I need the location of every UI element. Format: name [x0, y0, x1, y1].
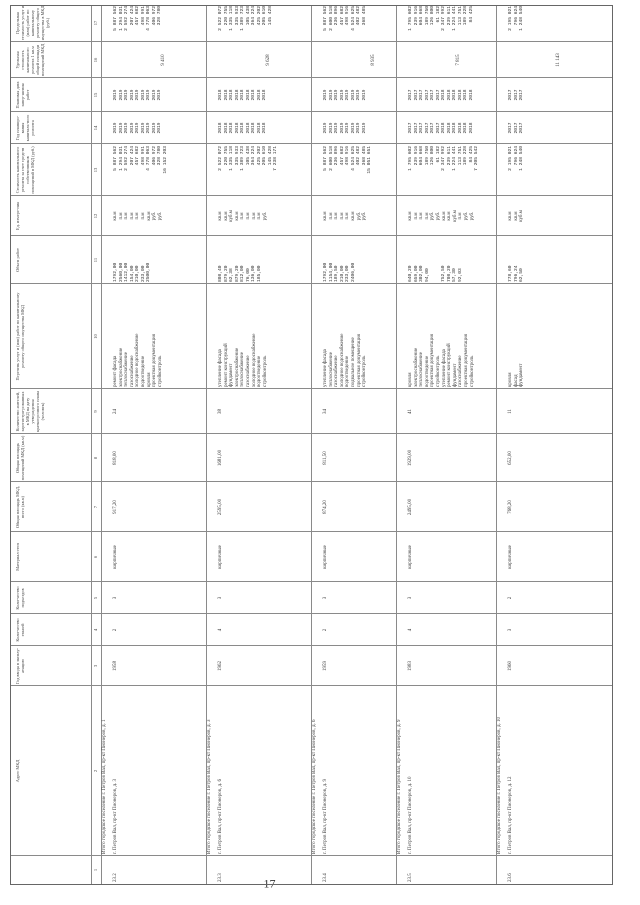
column-number: 14 — [93, 125, 98, 131]
sums-list: 1 795 602 239 916 604 668 189 750 126 800 61 182 2 347 992 239 611 1 224 441 113 751 189 228 84 425 7 205 542 — [408, 146, 479, 171]
residents-cell: 11 — [508, 409, 513, 414]
floors-cell: 2 — [113, 628, 118, 632]
works-list: ремонт фасада электроснабжение теплоснабжение газоснабжение холодное водоснабжение водоотведение кровля проектная документация стройконтроль — [113, 333, 163, 387]
row-number: 23.4 — [323, 873, 328, 882]
limits-list: 5 887 562 2 600 518 236 896 457 682 498 916 4 524 625 402 482 368 485 — [323, 6, 367, 31]
walls-cell: кирпичные — [113, 545, 118, 569]
row-divider — [396, 6, 397, 884]
area-premises-cell: 652,00 — [508, 451, 513, 465]
header-c2: Адрес МКД — [15, 759, 20, 783]
row-number: 23.6 — [508, 873, 513, 882]
plan-years-list: 2018 2018 2018 2018 2018 2018 2018 2018 2018 — [218, 122, 267, 134]
header-c17: Предельная стоимость услуг и (или) работ по капитальному ремонту общего имущества в МКД (руб.) — [15, 4, 50, 41]
residents-cell: 24 — [113, 409, 118, 414]
header-c15: Плановая дата завер-шения работ — [15, 80, 30, 109]
header-divider — [91, 6, 92, 884]
entrances-cell: 2 — [508, 596, 513, 600]
column-number: 15 — [93, 92, 98, 98]
column-number: 7 — [93, 505, 98, 509]
works-list: утепление фасада теплоснабжение газоснабжение холодное водоснабжение водоотведение подвальное помещение проектная документация стройконтроль — [323, 333, 368, 387]
walls-cell: кирпичные — [218, 545, 223, 569]
header-c7: Общая площадь МКД, всего (кв.м) — [15, 484, 25, 529]
row-divider — [311, 6, 312, 884]
area-premises-cell: 1929,00 — [408, 449, 413, 467]
floors-cell: 2 — [323, 628, 328, 632]
header-c11: Объем работ — [15, 248, 20, 272]
header-c3: Год ввода в эксплу-атацию — [15, 647, 25, 685]
plan-years-list: 2017 2017 2017 — [508, 122, 524, 134]
sums-list: 5 887 562 2 600 518 236 896 457 682 498 916 4 524 625 402 482 368 485 15 051 651 — [323, 146, 372, 174]
entrances-cell: 3 — [408, 596, 413, 600]
column-number: 13 — [93, 167, 98, 173]
plan-years-list: 2019 2019 2019 2019 2019 2019 2019 2019 2019 — [113, 122, 162, 134]
area-premises-cell: 1681,00 — [218, 449, 223, 467]
year-cell: 1958 — [113, 661, 118, 671]
units-list: кв.м кв.м куб.м — [508, 210, 525, 222]
column-number: 1 — [93, 868, 98, 872]
limits-list: 5 887 562 1 294 031 2 592 274 207 424 457 682 498 991 4 778 063 406 972 328 780 — [113, 6, 162, 31]
page-number: 17 — [263, 876, 276, 891]
row-divider — [496, 6, 497, 884]
sums-list: 5 887 562 1 294 031 2 592 274 207 424 457 682 498 991 4 778 063 406 972 328 780 16 152 203 — [113, 146, 168, 174]
column-number: 12 — [93, 213, 98, 219]
header-c13: Стоимость капитального ремонта за счет средств собственников помещений в МКД (руб.) — [15, 145, 35, 194]
end-years-list: 2019 2019 2019 2019 2019 2019 2019 2019 2019 — [113, 89, 162, 101]
capital-repair-table — [10, 5, 613, 885]
column-number: 11 — [93, 257, 98, 263]
header-c14: Год планиро-вания капиталь-ного ремонта — [15, 113, 35, 142]
sums-list: 2 522 072 220 755 1 335 118 335 933 1 389 723 105 438 364 224 425 202 205 610 145 428 7 238 171 — [218, 146, 278, 171]
works-list: утепление фасада ремонт конструкций фундамент электроснабжение теплоснабжение газоснабжение холодное водоснабжение водоотведение стройконтроль — [218, 333, 268, 387]
limits-list: 2 522 072 220 755 1 335 118 335 933 1 389 723 105 438 364 224 425 202 205 610 145 428 — [218, 6, 273, 31]
column-number: 9 — [93, 410, 98, 413]
plan-years-list: 2017 2017 2017 2017 2017 2017 2018 2018 2018 2018 2018 2018 — [408, 122, 474, 134]
residents-cell: 41 — [408, 409, 413, 414]
header-c8: Общая площадь помещений МКД (кв.м) — [15, 435, 25, 481]
header-c5: Коли-чество подъездов — [15, 585, 25, 610]
entrances-cell: 3 — [218, 596, 223, 600]
address-cell: г. Петров Вал, пр-кт Пионеров, д. 12 — [508, 776, 513, 854]
subtotal-label: Итого городское поселение г. Петров Вал, пр-кт Пионеров, д. 10 — [497, 717, 502, 854]
address-cell: г. Петров Вал, пр-кт Пионеров, д. 3 — [113, 779, 118, 854]
unit-cost-cell: 9 628 — [266, 54, 271, 66]
row-divider — [206, 6, 207, 884]
walls-cell: кирпичные — [508, 545, 513, 569]
column-number: 3 — [93, 664, 98, 668]
header-c1 — [15, 857, 89, 883]
volumes-list: 640,20 659,00 302,00 94,00 752,50 708,20 57,30 92,03 — [408, 265, 463, 282]
header-c10: Перечень услуг и (или) работ по капитальному ремонту общего имущества МКД — [15, 291, 25, 381]
area-premises-cell: 818,00 — [113, 451, 118, 465]
end-years-list: 2017 2017 2017 — [508, 89, 524, 101]
column-number: 16 — [93, 57, 98, 63]
header-c4: Коли-чество этажей — [15, 617, 25, 642]
year-cell: 1962 — [218, 661, 223, 671]
header-c12: Ед. измере-ния — [15, 201, 20, 231]
column-number: 4 — [93, 628, 98, 632]
units-list: кв.м п.м п.м п.м руб. руб. кв.м кв.м куб.м п.м руб. руб. — [408, 210, 475, 222]
units-list: кв.м п.м п.м п.м п.м кв.м руб. руб. — [323, 211, 368, 221]
end-years-list: 2017 2017 2017 2017 2017 2017 2018 2018 2018 2018 2018 2018 — [408, 89, 474, 101]
column-number: 8 — [93, 456, 98, 460]
address-cell: г. Петров Вал, пр-кт Пионеров, д. 10 — [408, 776, 413, 854]
subtotal-label: Итого городское поселение г. Петров Вал, пр-кт Пионеров, д. 9 — [397, 719, 402, 854]
unit-cost-cell: 8 935 — [371, 54, 376, 66]
unit-cost-cell: 7 815 — [456, 54, 461, 66]
sums-list: 2 195 021 796 624 1 248 540 — [508, 146, 524, 171]
limits-list: 1 795 602 239 916 604 668 189 750 126 800 61 182 2 347 992 239 611 1 224 441 113 751 189 228 84 425 — [408, 6, 474, 31]
entrances-cell: 3 — [323, 596, 328, 600]
works-list: кровля фасад фундамент — [508, 363, 525, 387]
floors-cell: 4 — [218, 628, 223, 632]
volumes-list: 1792,00 1154,00 189,50 210,00 233,00 2406,00 — [323, 262, 356, 282]
year-cell: 1959 — [323, 661, 328, 671]
row-number: 23.3 — [218, 873, 223, 882]
subtotal-label: Итого городское поселение г. Петров Вал, пр-кт Пионеров, д. 6 — [312, 719, 317, 854]
volumes-list: 1792,00 2560,00 1412,00 154,00 210,00 233,00 2500,00 — [113, 262, 151, 282]
volumes-list: 778,60 796,24 62,50 — [508, 265, 524, 282]
header-c9: Количество жителей, зарегистри-рованных в МКД на дату утверждения краткосрочного плана (человек) — [15, 389, 45, 433]
residents-cell: 38 — [218, 409, 223, 414]
area-cell: 917,20 — [113, 500, 118, 514]
subtotal-label: Итого городское поселение г. Петров Вал, пр-кт Пионеров, д. 3 — [207, 719, 212, 854]
subtotal-label: Итого городское поселение г. Петров Вал, пр-кт Пионеров, д. 1 — [102, 719, 107, 854]
unit-cost-cell: 9 410 — [161, 54, 166, 66]
area-cell: 2595,00 — [218, 498, 223, 516]
area-premises-cell: 811,50 — [323, 451, 328, 465]
end-years-list: 2019 2019 2019 2019 2019 2019 2019 2019 — [323, 89, 367, 101]
header-c16: Удельная стоимость капитального ремонта 1 кв.м общей площади помещений МКД — [15, 43, 45, 77]
year-cell: 1960 — [508, 661, 513, 671]
floors-cell: 4 — [408, 628, 413, 632]
end-years-list: 2018 2018 2018 2018 2018 2018 2018 2018 2018 — [218, 89, 267, 101]
limits-list: 2 195 021 796 624 1 248 540 — [508, 6, 524, 31]
plan-years-list: 2019 2019 2019 2019 2019 2019 2019 2019 — [323, 122, 367, 134]
address-cell: г. Петров Вал, пр-кт Пионеров, д. 9 — [323, 779, 328, 854]
area-cell: 768,20 — [508, 500, 513, 514]
column-number: 17 — [93, 20, 98, 26]
area-cell: 874,20 — [323, 500, 328, 514]
floors-cell: 3 — [508, 628, 513, 632]
column-number: 10 — [93, 334, 98, 339]
row-number: 23.2 — [113, 873, 118, 882]
header-c6: Материал стен — [15, 543, 20, 571]
walls-cell: кирпичные — [323, 545, 328, 569]
units-list: кв.м кв.м куб.м кв.м п.м п.м п.м п.м руб. — [218, 210, 268, 222]
address-cell: г. Петров Вал, пр-кт Пионеров, д. 6 — [218, 779, 223, 854]
column-number: 2 — [93, 769, 98, 773]
residents-cell: 34 — [323, 409, 328, 414]
units-list: кв.м п.м п.м п.м п.м п.м кв.м руб. руб. — [113, 211, 163, 221]
entrances-cell: 3 — [113, 596, 118, 600]
walls-cell: кирпичные — [408, 545, 413, 569]
row-number: 23.5 — [408, 873, 413, 882]
year-cell: 1983 — [408, 661, 413, 671]
area-cell: 2495,00 — [408, 498, 413, 516]
unit-cost-cell: 11 143 — [556, 53, 561, 67]
works-list: кровля электроснабжение теплоснабжение водоотведение проектная документация стройконтроль утепление фасада ремонт конструкций фундамент газоснабжение проектная документация стройконтроль — [408, 334, 475, 387]
volumes-list: 808,40 879,20 62,38 879,20 812,00 76,00 136,00 185,00 — [218, 265, 262, 282]
column-number: 6 — [93, 555, 98, 559]
column-number: 5 — [93, 596, 98, 600]
